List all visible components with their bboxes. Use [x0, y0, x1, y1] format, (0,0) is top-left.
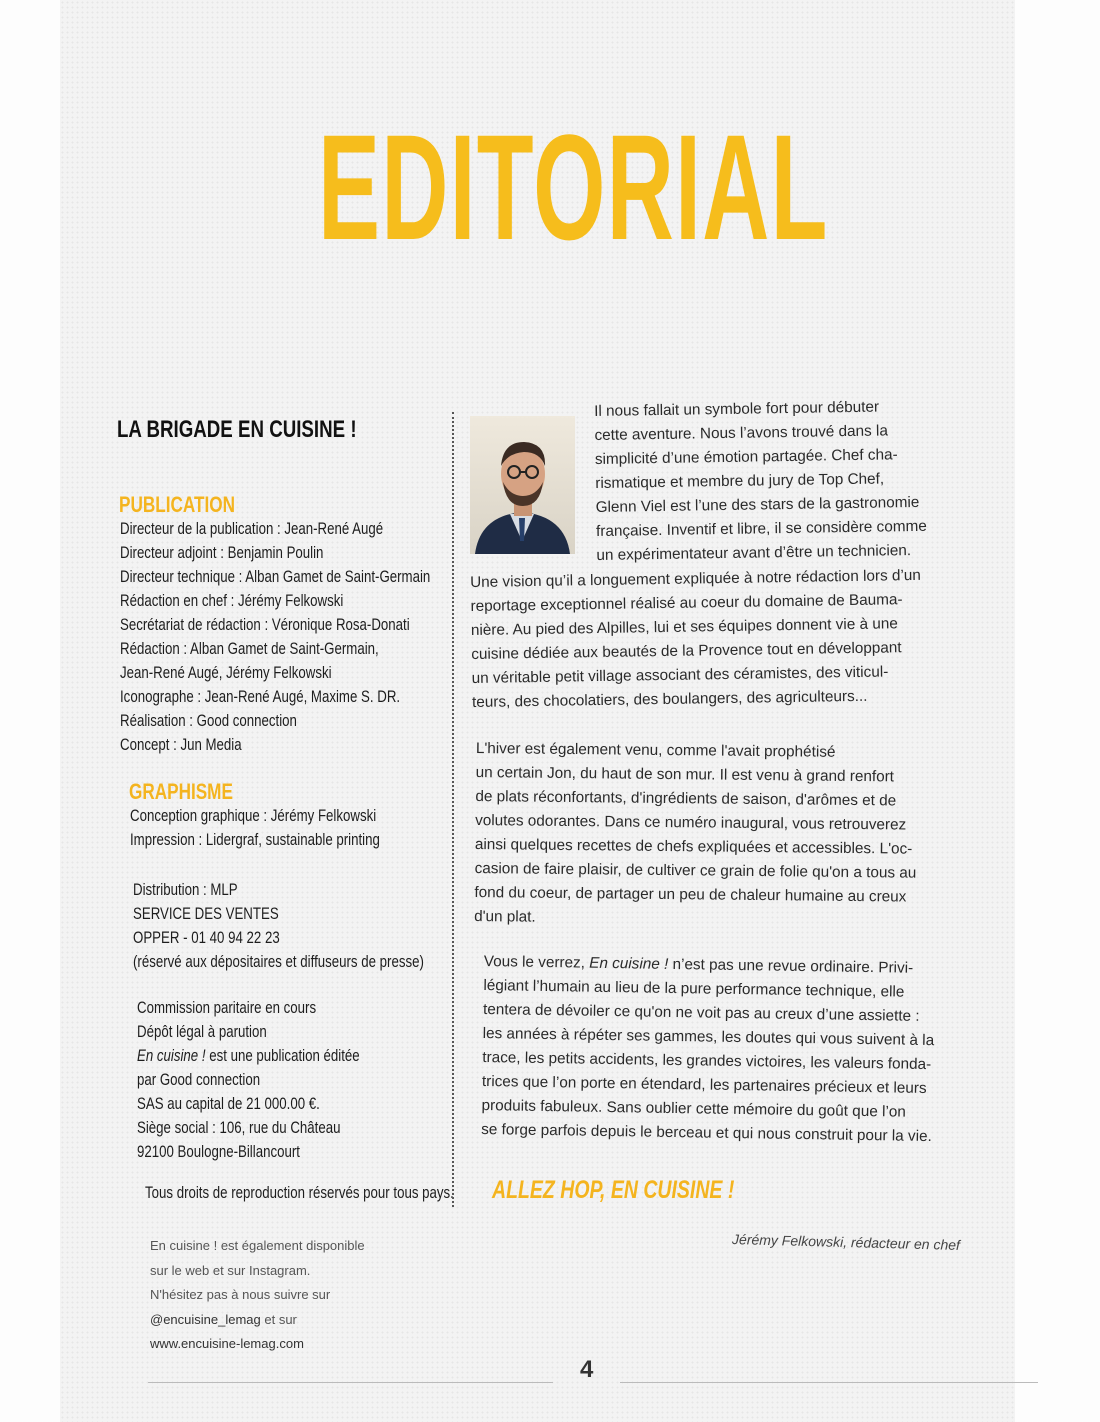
graphisme-credits [130, 804, 380, 852]
text-line: Une vision qu’il a longuement expliquée à notre rédaction lors d’un [470, 566, 921, 591]
article-intro [594, 395, 927, 568]
text-line: Secrétariat de rédaction : Véronique Rosa-Donati [120, 615, 410, 634]
legal-text: est une publication éditée [205, 1046, 360, 1065]
text-line: teurs, des chocolatiers, des boulangers, des agriculteurs... [471, 687, 868, 711]
author-signature: Jérémy Felkowski, rédacteur en chef [731, 1231, 961, 1253]
social-text: et sur [260, 1311, 297, 1327]
text-line: volutes odorantes. Dans ce numéro inaugural, vous retrouverez [475, 811, 907, 834]
social-line: En cuisine ! est également disponible [150, 1238, 365, 1253]
social-line [150, 1308, 365, 1333]
page-number: 4 [580, 1356, 594, 1383]
text-line: fond du coeur, de partager un peu de chaleur humaine au creux [474, 883, 907, 906]
publication-heading: PUBLICATION [119, 492, 235, 517]
legal-line: 92100 Boulogne-Billancourt [137, 1142, 300, 1161]
text-line: trices que l’on porte en étendard, les partenaires précieux et leurs [481, 1072, 927, 1097]
text-line: simplicité d’une émotion partagée. Chef cha- [594, 446, 898, 468]
article-paragraph-3 [481, 950, 935, 1149]
text-line: L'hiver est également venu, comme l'avait prophétisé [475, 739, 836, 761]
text-line: cette aventure. Nous l’avons trouvé dans la [594, 422, 889, 444]
legal-line: Dépôt légal à parution [137, 1022, 267, 1041]
social-line: N'hésitez pas à nous suivre sur [150, 1287, 331, 1302]
text: Vous le verrez, [483, 952, 590, 972]
portrait-illustration [470, 416, 575, 554]
magazine-name: En cuisine ! [137, 1046, 206, 1065]
legal-line: Commission paritaire en cours [137, 998, 317, 1017]
text-line: un véritable petit village associant des céramistes, des viticul- [471, 663, 889, 687]
text-line: Jean-René Augé, Jérémy Felkowski [120, 663, 332, 682]
closing-slogan: ALLEZ HOP, EN CUISINE ! [492, 1176, 735, 1204]
text-line: Rédaction en chef : Jérémy Felkowski [120, 591, 344, 610]
page-title: EDITORIAL [318, 103, 829, 271]
column-divider [452, 412, 454, 1207]
publication-credits [120, 517, 430, 757]
social-info [150, 1234, 365, 1357]
text-line: Conception graphique : Jérémy Felkowski [130, 806, 377, 825]
text-line: un certain Jon, du haut de son mur. Il est venu à grand renfort [475, 763, 895, 786]
text-line: produits fabuleux. Sans oublier cette mémoire du goût que l’on [481, 1096, 906, 1121]
text-line: rismatique et membre du jury de Top Chef, [595, 470, 885, 492]
text-line: les années à répéter ses gammes, les doutes qui vous suivent à la [482, 1024, 935, 1050]
text: n’est pas une revue ordinaire. Privi- [668, 955, 914, 977]
legal-line: Siège social : 106, rue du Château [137, 1118, 341, 1137]
text-line: se forge parfois depuis le berceau et qui nous construit pour la vie. [481, 1120, 932, 1146]
text-line: Directeur technique : Alban Gamet de Saint-Germain [120, 567, 431, 586]
text-line: Iconographe : Jean-René Augé, Maxime S. DR. [120, 687, 401, 706]
text-line: Glenn Viel est l’une des stars de la gastronomie [595, 493, 920, 516]
text-line: cuisine dédiée aux beautés de la Provence tout en développant [471, 639, 902, 663]
footer-rule-right [620, 1382, 1038, 1383]
distribution-info [133, 878, 424, 974]
text-line: française. Inventif et libre, il se considère comme [595, 517, 927, 540]
rights-notice: Tous droits de reproduction réservés pour tous pays. [145, 1183, 454, 1202]
text-line: Impression : Lidergraf, sustainable printing [130, 830, 380, 849]
text-line: d'un plat. [474, 907, 536, 926]
text-line: Rédaction : Alban Gamet de Saint-Germain, [120, 639, 379, 658]
text-line: Directeur de la publication : Jean-René Augé [120, 519, 384, 538]
text-line: reportage exceptionnel réalisé au coeur du domaine de Bauma- [470, 591, 903, 615]
text-line: casion de faire plaisir, de cultiver ce grain de folie qu'on a tous au [474, 859, 917, 882]
text-line: légiant l’humain au lieu de la pure performance technique, elle [483, 976, 905, 1001]
graphisme-heading: GRAPHISME [129, 779, 233, 804]
footer-rule-left [148, 1382, 553, 1383]
text-line: Distribution : MLP [133, 880, 238, 899]
text-line: de plats réconfortants, d'ingrédients de saison, d'arômes et de [475, 787, 897, 810]
text-line: trace, les petits accidents, les grandes victoires, les valeurs fonda- [482, 1048, 932, 1074]
text-line: nière. Au pied des Alpilles, lui et ses équipes donnent vie à une [470, 615, 898, 639]
legal-line: SAS au capital de 21 000.00 €. [137, 1094, 320, 1113]
social-line: sur le web et sur Instagram. [150, 1262, 311, 1278]
text-line: Concept : Jun Media [120, 735, 242, 754]
chef-portrait-photo [470, 416, 575, 554]
text-line: SERVICE DES VENTES [133, 904, 279, 923]
text-lines [481, 974, 935, 1149]
text-line: (réservé aux dépositaires et diffuseurs de presse) [133, 952, 424, 971]
text-line: Directeur adjoint : Benjamin Poulin [120, 543, 324, 562]
magazine-name: En cuisine ! [589, 954, 669, 973]
text-line: ainsi quelques recettes de chefs expliquées et accessibles. L'oc- [474, 835, 913, 858]
instagram-handle-link[interactable]: @encuisine_lemag [150, 1311, 261, 1327]
website-link[interactable]: www.encuisine-lemag.com [150, 1336, 304, 1351]
masthead-heading: LA BRIGADE EN CUISINE ! [117, 416, 357, 443]
article-paragraph-1 [470, 564, 923, 715]
legal-info [137, 996, 360, 1164]
text-line: Réalisation : Good connection [120, 711, 297, 730]
text-line: tentera de dévoiler ce qu'on ne voit pas au creux d’une assiette : [482, 1000, 920, 1025]
text-line: Il nous fallait un symbole fort pour débuter [594, 398, 880, 420]
legal-line: par Good connection [137, 1070, 261, 1089]
article-paragraph-2 [474, 737, 918, 934]
text-line: un expérimentateur avant d’être un technicien. [596, 542, 912, 564]
legal-line [137, 1044, 360, 1068]
text-line: OPPER - 01 40 94 22 23 [133, 928, 280, 947]
